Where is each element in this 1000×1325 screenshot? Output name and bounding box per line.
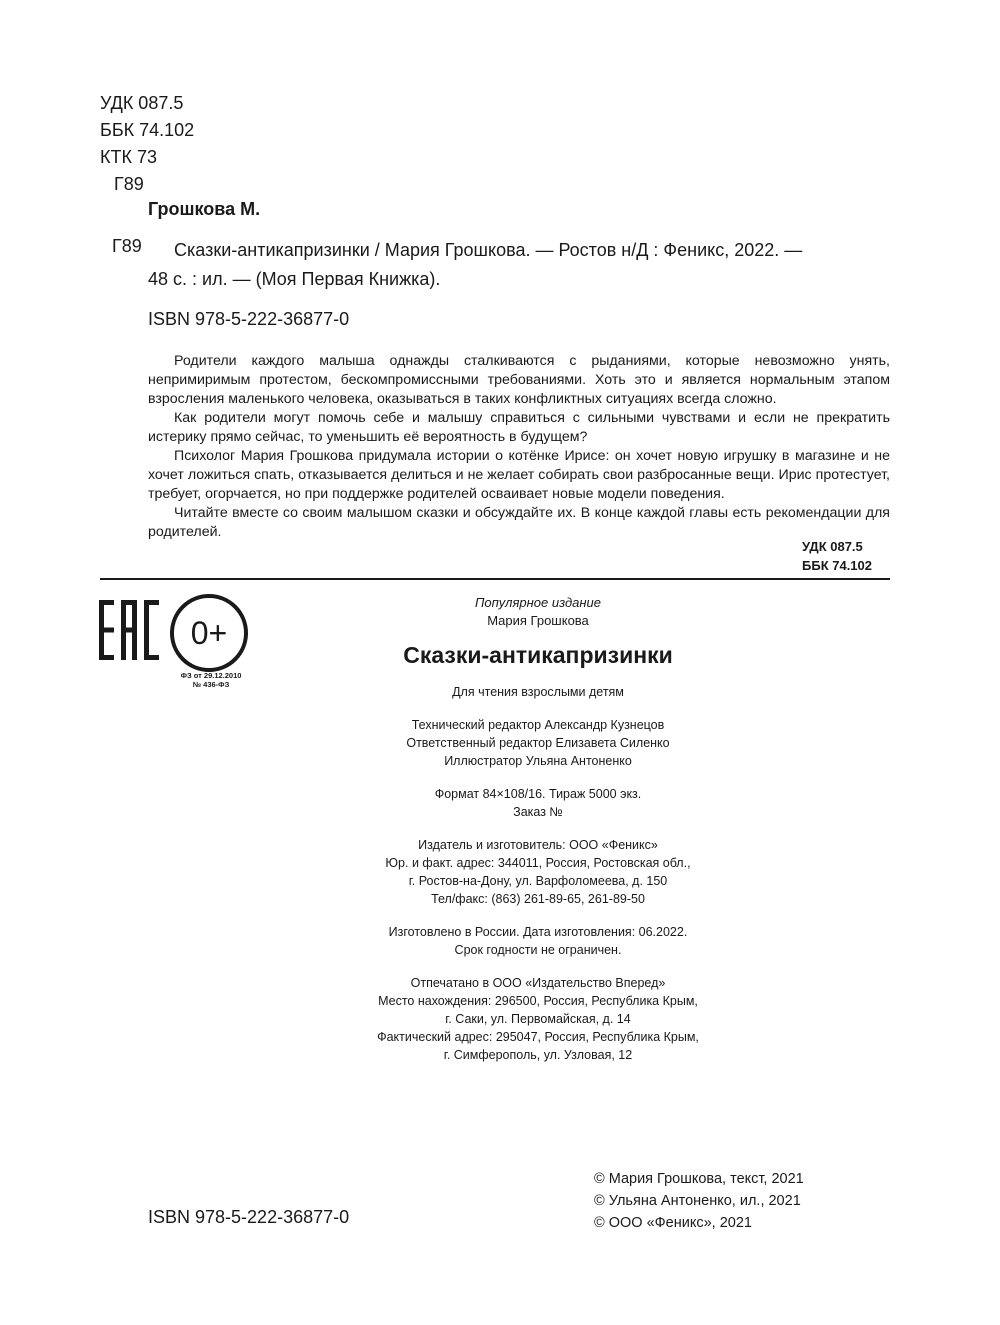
classification-codes-right — [802, 537, 872, 575]
edition-type: Популярное издание — [474, 595, 602, 610]
bib-author-mark: Г89 — [112, 236, 142, 256]
printer-actual-1: Фактический адрес: 295047, Россия, Республика Крым, — [377, 1030, 699, 1044]
law-reference — [168, 671, 254, 689]
copyright-line: © ООО «Феникс», 2021 — [594, 1215, 752, 1231]
printer-block — [338, 974, 738, 1064]
isbn-bottom: ISBN 978-5-222-36877-0 — [148, 1207, 350, 1227]
bib-line-2: 48 с. : ил. — (Моя Первая Книжка). — [148, 269, 441, 289]
editors-block — [338, 716, 738, 770]
copyright-line: © Ульяна Антоненко, ил., 2021 — [594, 1193, 801, 1209]
author-heading: Грошкова М. — [148, 199, 261, 219]
bibliographic-description — [148, 236, 864, 294]
shelf-life: Срок годности не ограничен. — [454, 943, 622, 957]
bbk-code-right: ББК 74.102 — [802, 558, 872, 573]
annotation-paragraph: Психолог Мария Грошкова придумала истории о котёнке Ирисе: он хочет новую игрушку в магазине и не хочет ложиться спать, отказывается делиться и не желает собирать свои разбросанные вещи. Ирис протестует, требует, огорчается, но при поддержке родителей осваивает новые модели поведения. — [148, 448, 890, 502]
colophon — [338, 594, 738, 1064]
printer-location-2: г. Саки, ул. Первомайская, д. 14 — [445, 1012, 631, 1026]
law-line-1: ФЗ от 29.12.2010 — [180, 671, 242, 680]
publisher-block — [338, 836, 738, 908]
made-in: Изготовлено в России. Дата изготовления: 06.2022. — [388, 925, 688, 939]
annotation-paragraph: Родители каждого малыша однажды сталкиваются с рыданиями, которые невозможно унять, непримиримым протестом, бескомпромиссными требованиями. Хоть это и является нормальным этапом взросления маленького человека, оказываться в таких конфликтных ситуациях всегда сложно. — [148, 353, 890, 407]
annotation — [148, 352, 890, 542]
annotation-paragraph: Как родители могут помочь себе и малышу справиться с сильными чувствами и если не прекратить истерику прямо сейчас, то уменьшить её вероятность в будущем? — [148, 410, 890, 445]
order-number: Заказ № — [513, 805, 563, 819]
publisher-address-1: Юр. и факт. адрес: 344011, Россия, Ростовская обл., — [385, 856, 691, 870]
eac-mark-icon — [99, 600, 159, 660]
publisher-phone: Тел/факс: (863) 261-89-65, 261-89-50 — [431, 892, 645, 906]
divider-rule — [100, 578, 890, 580]
audience: Для чтения взрослыми детям — [452, 685, 624, 699]
manufacture-block — [338, 923, 738, 959]
classification-codes — [100, 90, 194, 198]
tech-editor: Технический редактор Александр Кузнецов — [411, 718, 665, 732]
isbn-top: ISBN 978-5-222-36877-0 — [148, 309, 350, 329]
publisher: Издатель и изготовитель: ООО «Феникс» — [418, 838, 658, 852]
illustrator: Иллюстратор Ульяна Антоненко — [444, 754, 632, 768]
annotation-paragraph: Читайте вместе со своим малышом сказки и обсуждайте их. В конце каждой главы есть рекомендации для родителей. — [148, 505, 890, 540]
law-line-2: № 436-ФЗ — [192, 680, 230, 689]
copyright-line: © Мария Грошкова, текст, 2021 — [594, 1171, 804, 1187]
udk-code-right: УДК 087.5 — [802, 539, 863, 554]
copyrights — [594, 1168, 804, 1234]
author-mark: Г89 — [114, 174, 144, 194]
udk-code: УДК 087.5 — [100, 93, 184, 113]
publisher-address-2: г. Ростов-на-Дону, ул. Варфоломеева, д. 150 — [408, 874, 668, 888]
book-title: Сказки-антикапризинки — [403, 642, 673, 668]
resp-editor: Ответственный редактор Елизавета Силенко — [406, 736, 670, 750]
colophon-author: Мария Грошкова — [487, 613, 589, 628]
format: Формат 84×108/16. Тираж 5000 экз. — [434, 787, 642, 801]
age-rating-icon — [168, 592, 250, 674]
format-block — [338, 785, 738, 821]
bib-line-1: Сказки-антикапризинки / Мария Грошкова. — Ростов н/Д : Феникс, 2022. — — [174, 240, 803, 260]
printer-location-1: Место нахождения: 296500, Россия, Республика Крым, — [378, 994, 698, 1008]
bbk-code: ББК 74.102 — [100, 120, 195, 140]
printer-actual-2: г. Симферополь, ул. Узловая, 12 — [443, 1048, 633, 1062]
ktk-code: КТК 73 — [100, 147, 157, 167]
age-rating-text: 0+ — [190, 615, 228, 651]
printed-at: Отпечатано в ООО «Издательство Вперед» — [410, 976, 666, 990]
